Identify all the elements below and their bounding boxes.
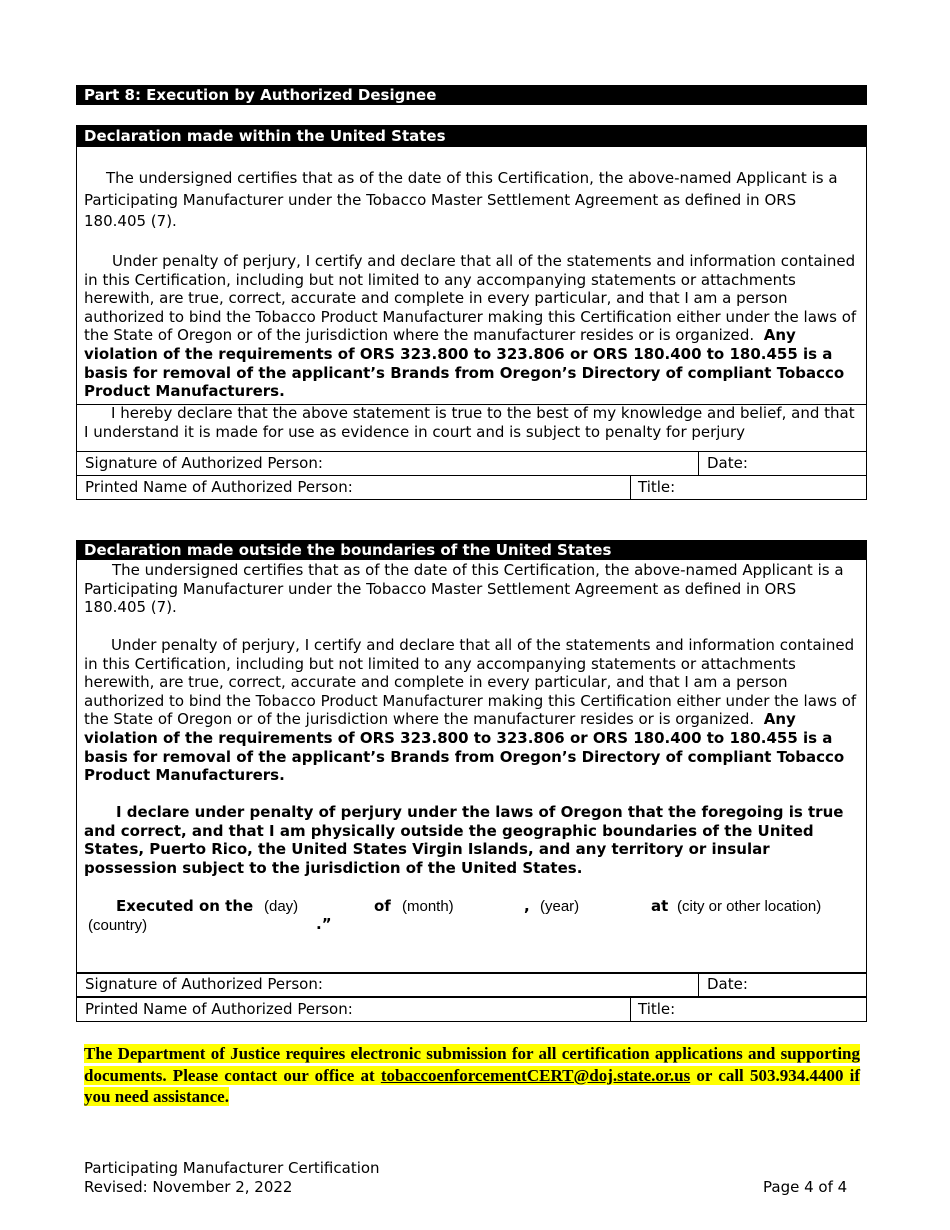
divider — [698, 452, 699, 475]
submission-notice — [84, 1043, 860, 1108]
divider — [698, 973, 699, 996]
divider — [630, 998, 631, 1021]
footer-page-number: Page 4 of 4 — [763, 1178, 848, 1196]
month-hint: (month) — [402, 898, 454, 915]
executed-on-label: Executed on the — [116, 897, 254, 915]
end-quote: .” — [316, 915, 332, 933]
at-label: at — [651, 897, 669, 915]
us-violation-text: Any violation of the requirements of ORS 323.800 to 323.806 or ORS 180.400 to 180.455 is a basis for removal of the applicant’s Brands from Oregon’s Directory of compliant Tobacco Product Manufacturers. — [84, 326, 845, 401]
us-perjury-paragraph — [84, 252, 860, 401]
notice-text-after: or call 503.934.4400 if you need assistance. — [84, 1065, 860, 1106]
us-printed-name-row — [76, 475, 867, 500]
outside-violation-text: Any violation of the requirements of ORS 323.800 to 323.806 or ORS 180.400 to 180.455 is a basis for removal of the applicant’s Brands from Oregon’s Directory of compliant Tobacco Product Manufacturers. — [84, 710, 845, 785]
outside-perjury-text: Under penalty of perjury, I certify and declare that all of the statements and information contained in this Certification, including but not limited to any accompanying statements or attachments herewith, are true, correct, accurate and complete in every particular, and that I am a person authorized to bind the Tobacco Product Manufacturer making this Certification either under the laws of the State of Oregon or of the jurisdiction where the manufacturer resides or is organized. — [84, 636, 857, 729]
contact-email-link[interactable]: tobaccoenforcementCERT@doj.state.or.us — [380, 1065, 691, 1085]
footer-revised-date: Revised: November 2, 2022 — [84, 1178, 293, 1196]
part8-header: Part 8: Execution by Authorized Designee — [76, 85, 867, 105]
outside-declare-paragraph: I declare under penalty of perjury under the laws of Oregon that the foregoing is true and correct, and that I am physically outside the geographic boundaries of the United States, Puerto Rico, the United States Virgin Islands, and any territory or insular possession subject to the jurisdiction of the United States. — [84, 803, 844, 877]
outside-date-label: Date: — [707, 975, 748, 993]
day-hint: (day) — [264, 898, 299, 915]
us-certify-paragraph: The undersigned certifies that as of the date of this Certification, the above-named Applicant is a Participating Manufacturer under the Tobacco Master Settlement Agreement as defined in ORS 180.405 (7). — [84, 169, 838, 230]
outside-signature-row — [76, 972, 867, 997]
comma-label: , — [524, 897, 530, 915]
footer-form-name: Participating Manufacturer Certification — [84, 1159, 380, 1177]
outside-perjury-paragraph — [84, 636, 860, 785]
us-perjury-text: Under penalty of perjury, I certify and declare that all of the statements and information contained in this Certification, including but not limited to any accompanying statements or attachments herewith, are true, correct, accurate and complete in every particular, and that I am a person authorized to bind the Tobacco Product Manufacturer making this Certification either under the laws of the State of Oregon or of the jurisdiction where the manufacturer resides or is organized. — [84, 252, 857, 345]
outside-signature-label: Signature of Authorized Person: — [85, 975, 323, 993]
location-hint: (city or other location) — [677, 898, 822, 915]
us-signature-label: Signature of Authorized Person: — [85, 454, 323, 472]
outside-certify-paragraph: The undersigned certifies that as of the date of this Certification, the above-named Applicant is a Participating Manufacturer under the Tobacco Master Settlement Agreement as defined in ORS 180.405 (7). — [84, 561, 844, 617]
us-hereby-paragraph: I hereby declare that the above statement is true to the best of my knowledge and belief, and that I understand it is made for use as evidence in court and is subject to penalty for perjury — [84, 404, 855, 441]
of-label: of — [374, 897, 391, 915]
us-title-label: Title: — [638, 478, 676, 496]
country-hint: (country) — [88, 917, 148, 934]
notice-text-before: The Department of Justice requires electronic submission for all certification applications and supporting documents. Please contact our office at — [84, 1044, 860, 1085]
outside-title-label: Title: — [638, 1000, 676, 1018]
us-date-label: Date: — [707, 454, 748, 472]
us-printed-name-label: Printed Name of Authorized Person: — [85, 478, 353, 496]
divider — [630, 476, 631, 499]
outside-declaration-header: Declaration made outside the boundaries of the United States — [76, 540, 867, 560]
year-hint: (year) — [540, 898, 580, 915]
outside-printed-name-row — [76, 997, 867, 1022]
us-declaration-header: Declaration made within the United States — [76, 125, 867, 147]
outside-printed-name-label: Printed Name of Authorized Person: — [85, 1000, 353, 1018]
us-signature-row — [76, 451, 867, 476]
